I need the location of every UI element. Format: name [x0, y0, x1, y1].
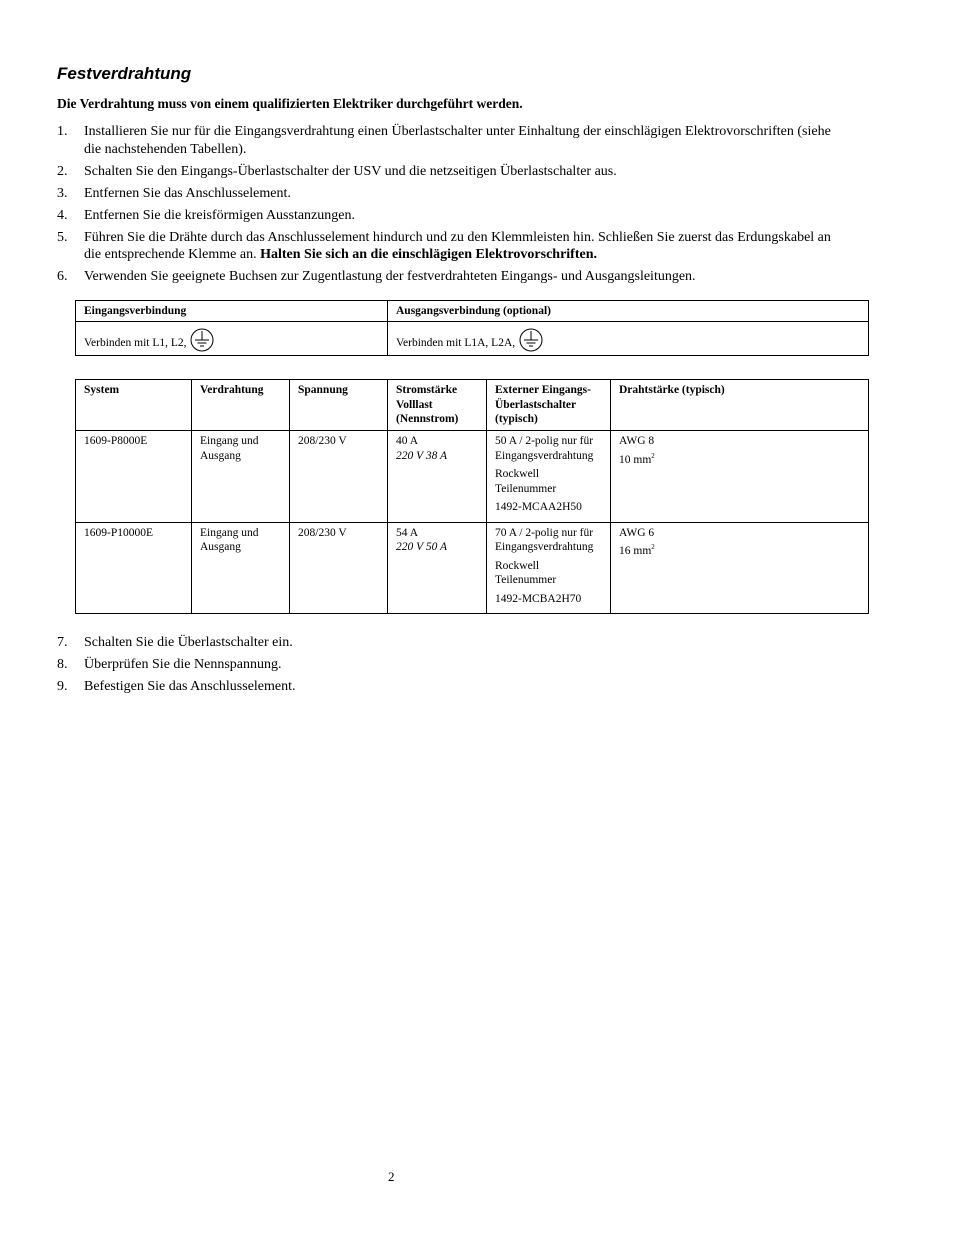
table-header-row — [76, 380, 869, 431]
ground-icon — [519, 328, 543, 352]
cell-breaker — [487, 431, 611, 523]
header-input-connection: Eingangsverbindung — [76, 301, 388, 322]
step-number: 9. — [57, 679, 68, 694]
step-item — [57, 207, 837, 225]
input-connection-text: Verbinden mit L1, L2, — [84, 337, 190, 349]
current-value: 40 A — [396, 435, 419, 447]
header-output-connection: Ausgangsverbindung (optional) — [388, 301, 869, 322]
cell-system: 1609-P8000E — [76, 431, 192, 523]
current-note: 220 V 38 A — [396, 449, 448, 462]
cell-voltage: 208/230 V — [290, 522, 388, 614]
step-text: Verwenden Sie geeignete Buchsen zur Zugentlastung der festverdrahteten Eingangs- und Ausgangsleitungen. — [84, 269, 696, 284]
step-number: 8. — [57, 657, 68, 672]
cell-current — [388, 522, 487, 614]
steps-list-7-9 — [57, 634, 837, 700]
table-row — [76, 322, 869, 356]
mm-value: 10 mm — [619, 453, 652, 466]
cell-wire-gauge — [611, 431, 869, 523]
step-text: Installieren Sie nur für die Eingangsverdrahtung einen Überlastschalter unter Einhaltung der einschlägigen Elektrovorschriften (siehe die nachstehenden Tabellen). — [84, 124, 831, 157]
table-row — [76, 522, 869, 614]
step-number: 2. — [57, 163, 68, 179]
qualified-electrician-warning: Die Verdrahtung muss von einem qualifizierten Elektriker durchgeführt werden. — [57, 96, 523, 111]
table-row — [76, 431, 869, 523]
breaker-part-number: 1492-MCBA2H70 — [495, 592, 582, 605]
step-emphasis: Halten Sie sich an die einschlägigen Elektrovorschriften. — [260, 247, 597, 262]
cell-wiring: Eingang und Ausgang — [192, 522, 290, 614]
step-number: 6. — [57, 269, 68, 284]
mm-superscript: 2 — [651, 451, 655, 460]
connection-table — [75, 300, 869, 356]
cell-wiring: Eingang und Ausgang — [192, 431, 290, 523]
step-text: Befestigen Sie das Anschlusselement. — [84, 679, 296, 694]
breaker-vendor: Rockwell Teilenummer — [495, 559, 557, 586]
table-header-row — [76, 301, 869, 322]
step-text: Schalten Sie die Überlastschalter ein. — [84, 635, 293, 650]
breaker-rating: 50 A / 2-polig nur für Eingangsverdrahtung — [495, 435, 594, 462]
output-connection-cell — [388, 322, 869, 356]
output-connection-text: Verbinden mit L1A, L2A, — [396, 337, 519, 349]
header-wire-gauge: Drahtstärke (typisch) — [611, 380, 869, 431]
step-item — [57, 185, 837, 203]
step-text: Entfernen Sie die kreisförmigen Ausstanzungen. — [84, 207, 355, 223]
steps-list-1-6 — [57, 123, 837, 290]
header-full-load-current: Stromstärke Volllast (Nennstrom) — [388, 380, 487, 431]
step-item — [57, 656, 837, 674]
step-item — [57, 123, 837, 158]
header-voltage: Spannung — [290, 380, 388, 431]
header-external-breaker: Externer Eingangs-Überlastschalter (typisch) — [487, 380, 611, 431]
header-system: System — [76, 380, 192, 431]
step-item — [57, 268, 837, 286]
page-number: 2 — [388, 1169, 395, 1184]
step-text: Entfernen Sie das Anschlusselement. — [84, 185, 291, 201]
cell-wire-gauge — [611, 522, 869, 614]
mm-superscript: 2 — [651, 543, 655, 551]
step-item — [57, 229, 837, 264]
breaker-vendor: Rockwell Teilenummer — [495, 468, 557, 495]
step-number: 5. — [57, 229, 68, 245]
page-title: Festverdrahtung — [57, 64, 192, 83]
breaker-part-number: 1492-MCAA2H50 — [495, 501, 582, 513]
current-value: 54 A — [396, 526, 419, 539]
cell-voltage: 208/230 V — [290, 431, 388, 523]
breaker-rating: 70 A / 2-polig nur für Eingangsverdrahtung — [495, 526, 594, 553]
ground-icon — [190, 328, 214, 352]
step-number: 4. — [57, 207, 68, 223]
step-item — [57, 678, 837, 696]
awg-value: AWG 6 — [619, 526, 655, 539]
cell-breaker — [487, 522, 611, 614]
cell-system: 1609-P10000E — [76, 522, 192, 614]
step-item — [57, 163, 837, 181]
awg-value: AWG 8 — [619, 435, 655, 447]
header-wiring: Verdrahtung — [192, 380, 290, 431]
step-number: 3. — [57, 185, 68, 201]
mm-value: 16 mm — [619, 544, 652, 557]
current-note: 220 V 50 A — [396, 541, 448, 553]
step-item — [57, 634, 837, 652]
cell-current — [388, 431, 487, 523]
step-number: 7. — [57, 635, 68, 650]
input-connection-cell — [76, 322, 388, 356]
step-text: Schalten Sie den Eingangs-Überlastschalter der USV und die netzseitigen Überlastschalter aus. — [84, 163, 617, 179]
step-text: Führen Sie die Drähte durch das Anschlusselement hindurch und zu den Klemmleisten hin. Schließen Sie zuerst das Erdungskabel an die entsprechende Klemme an. — [84, 229, 831, 262]
step-number: 1. — [57, 124, 68, 139]
step-text: Überprüfen Sie die Nennspannung. — [84, 657, 282, 672]
wiring-spec-table — [75, 379, 869, 614]
